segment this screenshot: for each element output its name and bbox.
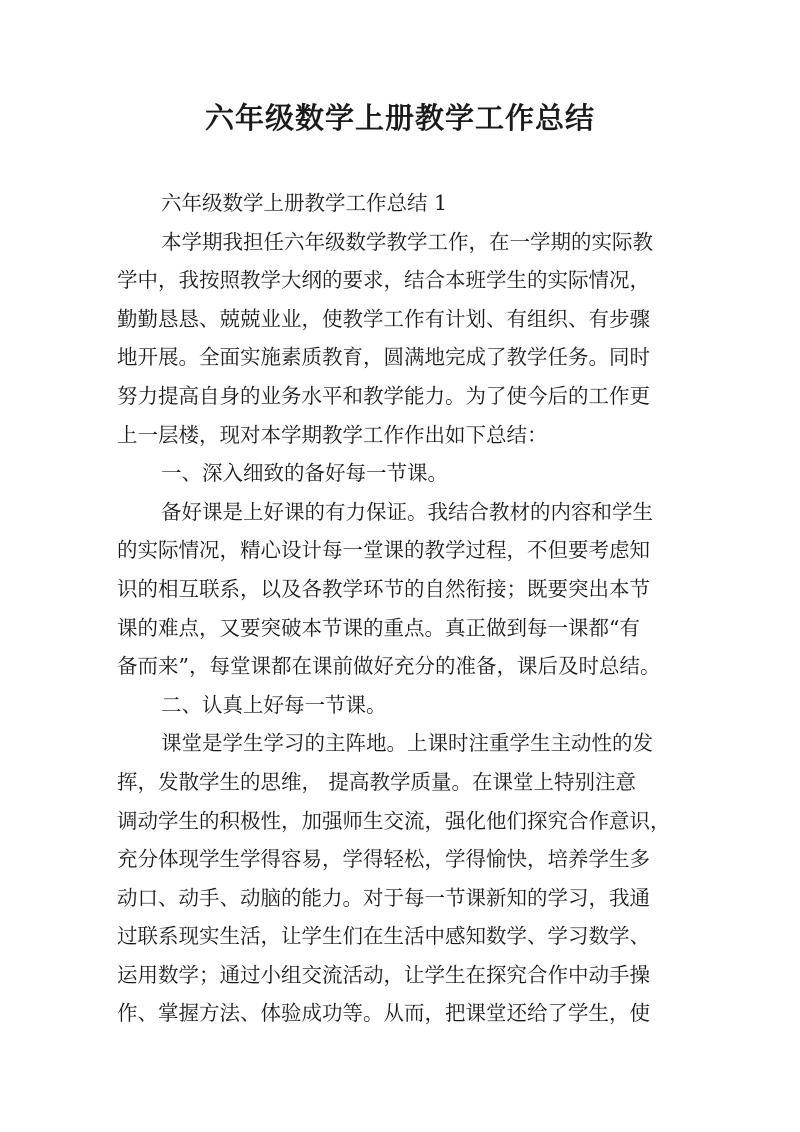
paragraph-line: 调动学生的积极性，加强师生交流，强化他们探究合作意识， xyxy=(117,808,671,833)
paragraph-line: 运用数学；通过小组交流活动，让学生在探究合作中动手操 xyxy=(117,962,650,987)
paragraph-line: 本学期我担任六年级数学教学工作，在一学期的实际教 xyxy=(161,229,653,254)
paragraph-line: 课堂是学生学习的主阵地。上课时注重学生主动性的发 xyxy=(161,731,653,756)
paragraph-line: 努力提高自身的业务水平和教学能力。为了使今后的工作更 xyxy=(117,383,650,408)
subsection-heading: 一、深入细致的备好每一节课。 xyxy=(161,461,448,486)
document-title: 六年级数学上册教学工作总结 xyxy=(204,101,595,135)
paragraph-line: 上一层楼，现对本学期教学工作作出如下总结： xyxy=(117,422,548,447)
paragraph-line: 挥，发散学生的思维， 提高教学质量。在课堂上特别注意 xyxy=(117,769,637,794)
paragraph-line: 勤勤恳恳、兢兢业业，使教学工作有计划、有组织、有步骤 xyxy=(117,306,650,331)
paragraph-line: 课的难点，又要突破本节课的重点。真正做到每一课都“有 xyxy=(117,615,640,640)
section-heading: 六年级数学上册教学工作总结 1 xyxy=(161,191,448,215)
paragraph-line: 备而来”，每堂课都在课前做好充分的准备，课后及时总结。 xyxy=(117,654,661,679)
subsection-heading: 二、认真上好每一节课。 xyxy=(161,692,387,717)
paragraph-line: 过联系现实生活，让学生们在生活中感知数学、学习数学、 xyxy=(117,924,650,949)
paragraph-line: 识的相互联系，以及各教学环节的自然衔接；既要突出本节 xyxy=(117,576,650,601)
paragraph-line: 学中，我按照教学大纲的要求，结合本班学生的实际情况， xyxy=(117,268,650,293)
document-body xyxy=(117,184,689,1033)
paragraph-line: 动口、动手、动脑的能力。对于每一节课新知的学习，我通 xyxy=(117,885,650,910)
paragraph-line: 地开展。全面实施素质教育，圆满地完成了教学任务。同时 xyxy=(117,345,650,370)
paragraph-line: 备好课是上好课的有力保证。我结合教材的内容和学生 xyxy=(161,499,653,524)
paragraph-line: 充分体现学生学得容易，学得轻松，学得愉快，培养学生多 xyxy=(117,847,650,872)
paragraph-line: 的实际情况，精心设计每一堂课的教学过程，不但要考虑知 xyxy=(117,538,650,563)
paragraph-line: 作、掌握方法、体验成功等。从而，把课堂还给了学生，使 xyxy=(117,1001,650,1026)
